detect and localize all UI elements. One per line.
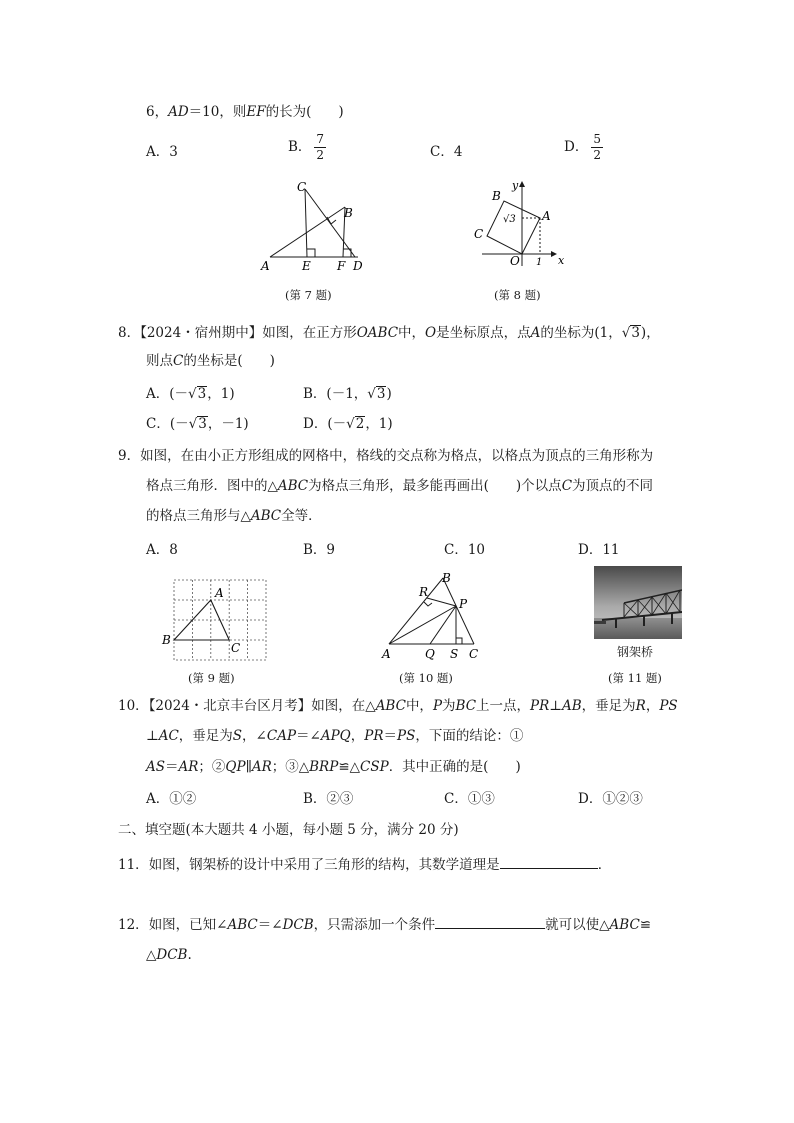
q11-stem: 11．如图，钢架桥的设计中采用了三角形的结构，其数学道理是 ． (118, 854, 611, 875)
label-b: B (162, 633, 171, 647)
section-2-title: 二、填空题(本大题共 4 小题，每小题 5 分，满分 20 分) (118, 822, 459, 838)
figure-11-caption: (第 11 题) (608, 671, 662, 685)
q8-option-d[interactable]: D．(－√2，1) (303, 416, 393, 432)
label-b: B (442, 571, 451, 585)
q9-option-d[interactable]: D．11 (578, 542, 620, 558)
label-s: S (450, 647, 459, 661)
label-e: E (302, 259, 311, 273)
label-c: C (469, 647, 479, 661)
q10-option-c[interactable]: C．①③ (444, 791, 495, 807)
q10-stem-line-1: 10．【2024・北京丰台区月考】如图，在△ABC中，P为BC上一点，PR⊥AB，垂足为R，PS (118, 698, 678, 714)
fraction: $\frac{7}{2}$ (316, 132, 325, 162)
label-a: A (261, 259, 270, 273)
q8-stem-line-1: 8．【2024・宿州期中】如图，在正方形OABC中，O是坐标原点，点A的坐标为(1，√3)， (118, 325, 660, 341)
label-a: A (542, 209, 551, 223)
figure-10-caption: (第 10 题) (399, 671, 453, 685)
label-root3: √3 (503, 214, 516, 225)
q9-option-b[interactable]: B．9 (303, 542, 336, 558)
q8-option-a[interactable]: A．(－√3，1) (146, 386, 235, 402)
label-y: y (512, 179, 519, 192)
q10-option-b[interactable]: B．②③ (303, 791, 354, 807)
figure-11-title: 钢架桥 (617, 645, 654, 659)
q10-stem-line-2: ⊥AC，垂足为S，∠CAP＝∠APQ，PR＝PS，下面的结论：① (146, 728, 524, 744)
figure-9 (158, 574, 274, 664)
label-q: Q (425, 647, 435, 661)
label-c: C (474, 227, 484, 241)
q12-stem-line-2: △DCB. (146, 947, 192, 963)
label-c: C (297, 180, 307, 194)
q8-stem-line-2: 则点C的坐标是( ) (146, 353, 275, 369)
label-d: D (353, 259, 363, 273)
figure-9-caption: (第 9 题) (188, 671, 235, 685)
figure-7-caption: (第 7 题) (285, 288, 332, 302)
q7-stem: 6，AD＝10，则EF的长为( ) (146, 104, 344, 120)
label-c: C (231, 641, 241, 655)
bridge-photo (594, 566, 682, 639)
q10-option-a[interactable]: A．①② (146, 791, 197, 807)
q9-stem-line-3: 的格点三角形与△ABC全等． (146, 508, 322, 524)
q9-stem-line-2: 格点三角形．图中的△ABC为格点三角形，最多能再画出( )个以点C为顶点的不同 (146, 478, 654, 494)
q7-option-b[interactable]: B． $\frac{7}{2}$ (288, 132, 325, 162)
label-p: P (459, 597, 468, 611)
label-a: A (382, 647, 391, 661)
q7-option-a[interactable]: A．3 (146, 144, 178, 160)
label-a: A (215, 586, 224, 600)
figure-10 (378, 568, 488, 662)
label-b: B (492, 189, 501, 203)
q8-option-b[interactable]: B．(－1，√3) (303, 386, 392, 402)
q7-option-d[interactable]: D． $\frac{5}{2}$ (564, 132, 601, 162)
q9-stem-line-1: 9．如图，在由小正方形组成的网格中，格线的交点称为格点，以格点为顶点的三角形称为 (118, 448, 654, 464)
figure-7 (258, 176, 368, 276)
q10-option-d[interactable]: D．①②③ (578, 791, 643, 807)
fraction: $\frac{5}{2}$ (593, 132, 601, 162)
q12-stem-line-1: 12．如图，已知∠ABC＝∠DCB，只需添加一个条件 就可以使△ABC≌ (118, 914, 651, 935)
label-b: B (344, 206, 353, 220)
q12-answer-blank[interactable] (435, 914, 545, 929)
q9-option-a[interactable]: A．8 (146, 542, 178, 558)
q7-option-c[interactable]: C．4 (430, 144, 463, 160)
label-o: O (510, 254, 520, 268)
figure-8-caption: (第 8 题) (494, 288, 541, 302)
q9-option-c[interactable]: C．10 (444, 542, 486, 558)
label-r: R (419, 585, 429, 599)
q11-answer-blank[interactable] (500, 854, 598, 869)
label-f: F (337, 259, 346, 273)
label-one: 1 (536, 257, 543, 268)
q8-option-c[interactable]: C．(－√3，－1) (146, 416, 249, 432)
label-x: x (558, 254, 565, 267)
figure-8 (470, 174, 570, 270)
q10-stem-line-3: AS＝AR；②QP∥AR；③△BRP≌△CSP．其中正确的是( ) (146, 759, 521, 775)
